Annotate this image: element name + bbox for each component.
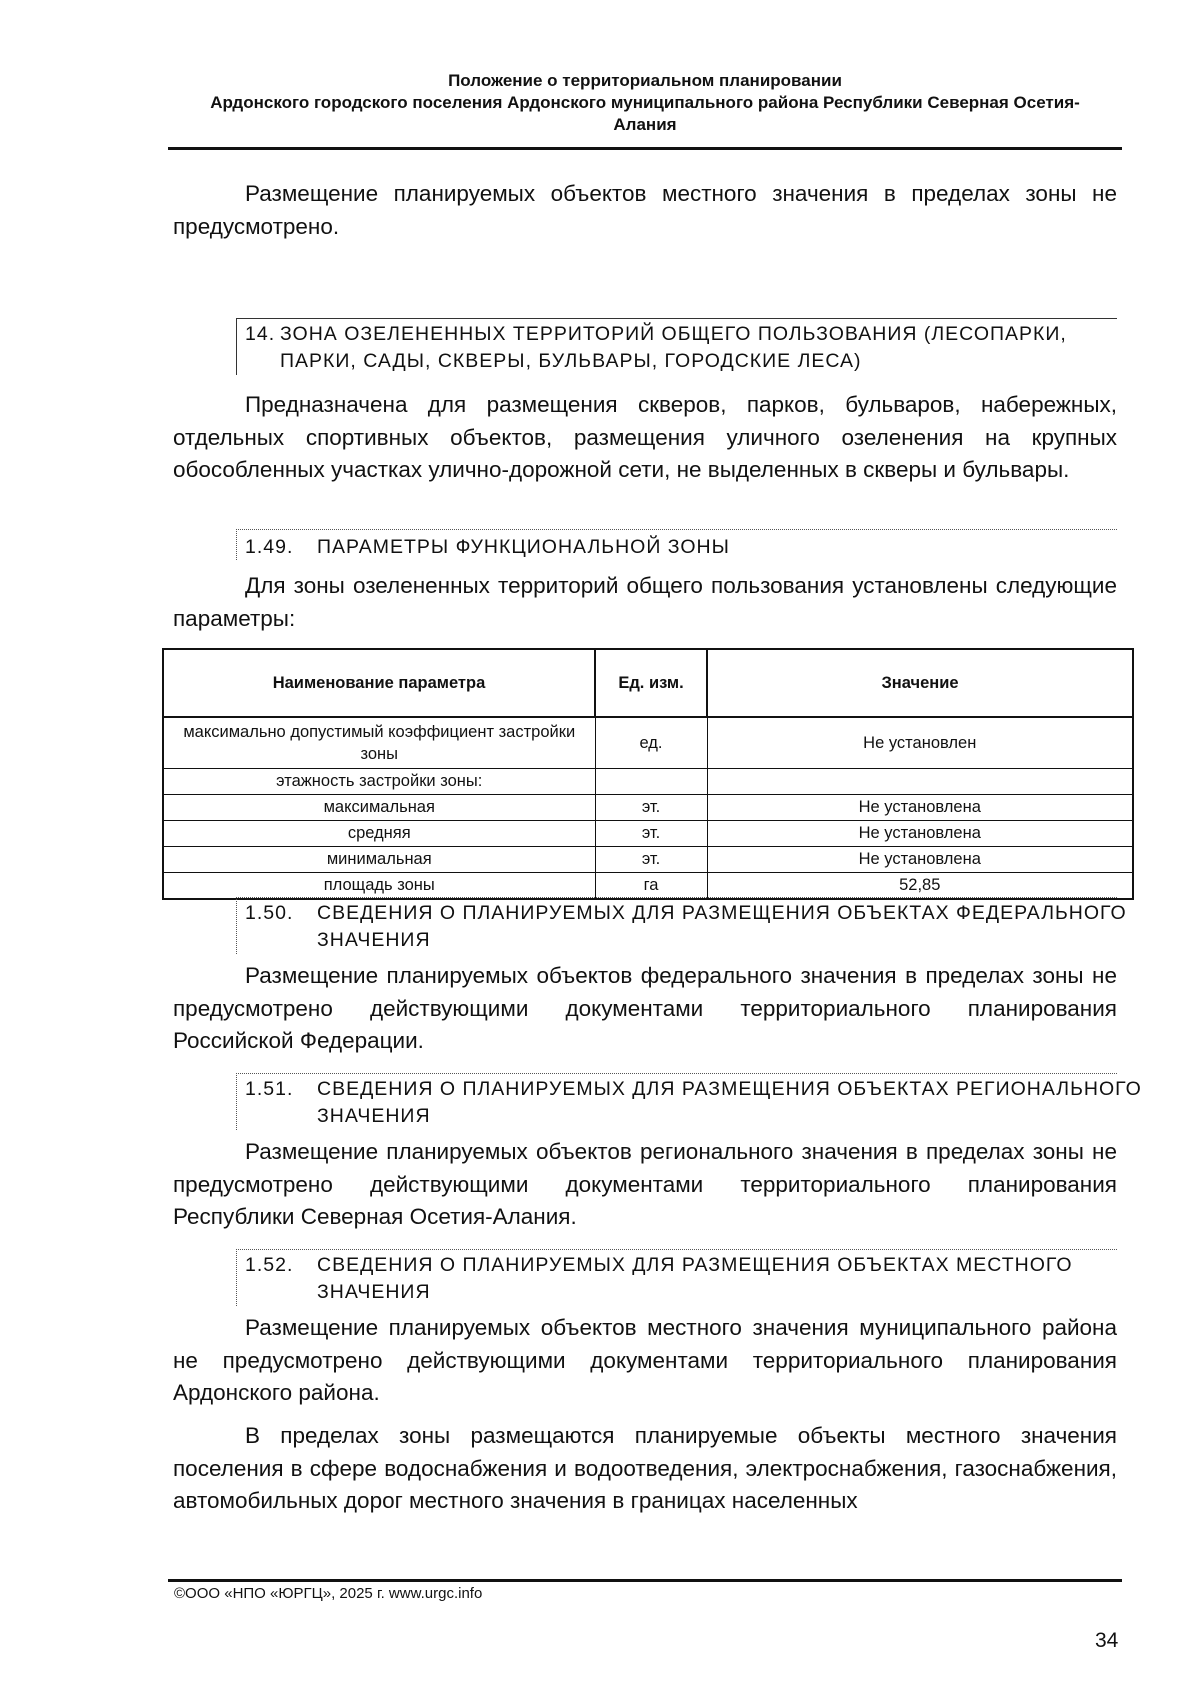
table-cell: га	[595, 873, 707, 900]
table-row	[163, 795, 1133, 821]
section-152-paragraph-1: Размещение планируемых объектов местного значения муниципального района не предусмотрено действующими документами территориального планирования Ардонского района.	[173, 1315, 1117, 1405]
table-row	[163, 821, 1133, 847]
section-152-heading	[236, 1249, 1117, 1306]
table-cell	[707, 769, 1133, 795]
table-row	[163, 769, 1133, 795]
table-cell: эт.	[595, 821, 707, 847]
section-150-title-line1: СВЕДЕНИЯ О ПЛАНИРУЕМЫХ ДЛЯ РАЗМЕЩЕНИЯ ОБЪЕКТАХ ФЕДЕРАЛЬНОГО	[317, 902, 1127, 924]
section-150-title-line2: ЗНАЧЕНИЯ	[317, 929, 431, 951]
section-151-title-line2: ЗНАЧЕНИЯ	[317, 1105, 431, 1127]
footer-copyright: ©ООО «НПО «ЮРГЦ», 2025 г. www.urgc.info	[174, 1585, 483, 1602]
section-14-title-line2: ПАРКИ, САДЫ, СКВЕРЫ, БУЛЬВАРЫ, ГОРОДСКИЕ ЛЕСА)	[280, 350, 862, 372]
section-14-number: 14.	[245, 323, 276, 345]
section-150-number: 1.50.	[245, 902, 294, 924]
section-149-title: ПАРАМЕТРЫ ФУНКЦИОНАЛЬНОЙ ЗОНЫ	[317, 536, 730, 558]
table-cell: эт.	[595, 847, 707, 873]
section-150-paragraph: Размещение планируемых объектов федерального значения в пределах зоны не предусмотрено действующими документами территориального планирования Российской Федерации.	[173, 963, 1117, 1053]
table-cell: Не установлена	[707, 795, 1133, 821]
page-number: 34	[1095, 1629, 1119, 1652]
table-header-cell: Ед. изм.	[595, 649, 707, 717]
section-152-title-line2: ЗНАЧЕНИЯ	[317, 1281, 431, 1303]
section-152-title-line1: СВЕДЕНИЯ О ПЛАНИРУЕМЫХ ДЛЯ РАЗМЕЩЕНИЯ ОБЪЕКТАХ МЕСТНОГО	[317, 1254, 1073, 1276]
intro-paragraph: Размещение планируемых объектов местного значения в пределах зоны не предусмотрено.	[173, 181, 1117, 239]
section-151-paragraph: Размещение планируемых объектов регионального значения в пределах зоны не предусмотрено действующими документами территориального планирования Республики Северная Осетия-Алания.	[173, 1139, 1117, 1229]
table-header-cell: Наименование параметра	[163, 649, 595, 717]
table-cell: максимально допустимый коэффициент застройки зоны	[163, 717, 595, 769]
section-151-number: 1.51.	[245, 1078, 294, 1100]
table-header-row	[163, 649, 1133, 717]
table-cell: площадь зоны	[163, 873, 595, 900]
table-row	[163, 873, 1133, 900]
table-cell: ед.	[595, 717, 707, 769]
table-cell: Не установлена	[707, 821, 1133, 847]
table-cell: средняя	[163, 821, 595, 847]
table-header-cell: Значение	[707, 649, 1133, 717]
section-14-title-line1: ЗОНА ОЗЕЛЕНЕННЫХ ТЕРРИТОРИЙ ОБЩЕГО ПОЛЬЗОВАНИЯ (ЛЕСОПАРКИ,	[280, 323, 1067, 345]
table-cell: минимальная	[163, 847, 595, 873]
table-cell: Не установлена	[707, 847, 1133, 873]
header-rule	[168, 147, 1122, 150]
table-cell: этажность застройки зоны:	[163, 769, 595, 795]
section-149-paragraph: Для зоны озелененных территорий общего пользования установлены следующие параметры:	[173, 573, 1117, 631]
section-14-heading	[236, 318, 1117, 375]
table-cell: 52,85	[707, 873, 1133, 900]
parameters-table	[162, 648, 1134, 900]
section-149-heading	[236, 529, 1117, 560]
table-row	[163, 717, 1133, 769]
table-cell	[595, 769, 707, 795]
footer-rule	[168, 1579, 1122, 1582]
table-cell: максимальная	[163, 795, 595, 821]
section-151-heading	[236, 1073, 1142, 1130]
document-header	[168, 70, 1122, 136]
section-152-paragraph-2: В пределах зоны размещаются планируемые объекты местного значения поселения в сфере водоснабжения и водоотведения, электроснабжения, газоснабжения, автомобильных дорог местного значения в границах населенных	[173, 1423, 1117, 1513]
header-line-3: Алания	[613, 115, 677, 134]
section-151-title-line1: СВЕДЕНИЯ О ПЛАНИРУЕМЫХ ДЛЯ РАЗМЕЩЕНИЯ ОБЪЕКТАХ РЕГИОНАЛЬНОГО	[317, 1078, 1142, 1100]
section-14-paragraph: Предназначена для размещения скверов, парков, бульваров, набережных, отдельных спортивных объектов, размещения уличного озеленения на крупных обособленных участках улично-дорожной сети, не выделенных в скверы и бульвары.	[173, 392, 1117, 482]
header-line-1: Положение о территориальном планировании	[448, 71, 842, 90]
table-cell: эт.	[595, 795, 707, 821]
header-line-2: Ардонского городского поселения Ардонского муниципального района Республики Северная Осетия-	[210, 93, 1080, 112]
table-row	[163, 847, 1133, 873]
section-149-number: 1.49.	[245, 536, 294, 558]
section-152-number: 1.52.	[245, 1254, 294, 1276]
section-150-heading	[236, 897, 1127, 954]
table-cell: Не установлен	[707, 717, 1133, 769]
